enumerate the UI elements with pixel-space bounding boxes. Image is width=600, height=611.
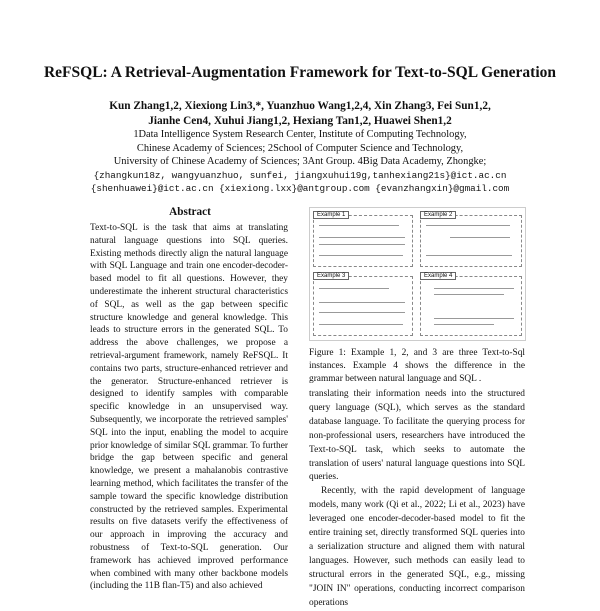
example-2-sql xyxy=(426,255,512,256)
affiliations xyxy=(0,128,600,196)
example-2-label: Example 2 xyxy=(420,211,456,219)
example-3-panel xyxy=(313,272,413,336)
affil-line-2: Chinese Academy of Sciences; 2School of Computer Science and Technology, xyxy=(136,142,464,154)
example-4-nl-2 xyxy=(434,294,504,295)
paper-title: ReFSQL: A Retrieval-Augmentation Framework for Text-to-SQL Generation xyxy=(43,64,556,81)
example-2-table xyxy=(450,237,510,238)
authors-line-1: Kun Zhang1,2, Xiexiong Lin3,*, Yuanzhuo Wang1,2,4, Xin Zhang3, Fei Sun1,2, xyxy=(109,100,491,112)
abstract-heading: Abstract xyxy=(169,206,211,218)
abstract-text: Text-to-SQL is the task that aims at translating natural language questions into SQL queries. Existing methods directly align the natural language with SQL Language and train one encoder-decoder-based model to fit all questions. However, they underestimate the inherent structural characteristics of SQL, as well as the gap between specific structure knowledge and general knowledge. This leads to structure errors in the generated SQL. To address the above challenges, we propose a retrieval-argument framework, namely ReFSQL. It contains two parts, structure-enhanced retriever and the generator. Structure-enhanced retriever is designed to identify samples with comparable specific knowledge in an unsupervised way. Subsequently, we incorporate the retrieved samples' SQL into the input, enabling the model to acquire prior knowledge of similar SQL grammar. To further bridge the gap between specific and general knowledge, we present a mahalanobis contrastive learning method, which facilitates the transfer of the sample toward the specific knowledge distribution constructed by the retrieved samples. Experimental results on five datasets verify the effectiveness of our approach in improving the accuracy and robustness of Text-to-SQL generation. Our framework has achieved improved performance when combined with many other backbone models (including the 11B flan-T5) and also achieved xyxy=(90,223,288,592)
example-2-box xyxy=(420,215,522,267)
figure-1 xyxy=(309,207,526,341)
paragraph-1: translating their information needs into the structured query language (SQL), which serves as the standard database language. To facilitate the querying process for non-professional users, researchers have introduced the Text-to-SQL task, which seeks to automate the translation of users' natural language questions into SQL queries. xyxy=(309,389,525,483)
example-1-panel xyxy=(313,211,413,267)
example-4-panel xyxy=(420,272,522,336)
example-4-label: Example 4 xyxy=(420,272,456,280)
affil-line-1: 1Data Intelligence System Research Center, Institute of Computing Technology, xyxy=(133,129,467,140)
author-list xyxy=(0,99,600,129)
example-3-sql xyxy=(319,324,403,325)
example-2-question xyxy=(426,225,510,226)
example-4-sql xyxy=(434,318,514,319)
example-3-box xyxy=(313,276,413,336)
example-3-table xyxy=(319,302,405,303)
example-3-question xyxy=(319,288,389,289)
example-1-box xyxy=(313,215,413,267)
figure-caption: Figure 1: Example 1, 2, and 3 are three Text-to-Sql instances. Example 4 shows the difference in the grammar between natural language and SQL . xyxy=(309,348,525,384)
email-line-1: {zhangkun18z, wangyuanzhuo, sunfei, jiangxuhui19g,tanhexiang21s}@ict.ac.cn xyxy=(93,169,507,181)
example-3-table-row xyxy=(319,312,405,313)
example-1-sql xyxy=(319,255,403,256)
example-4-box xyxy=(420,276,522,336)
example-1-table-row xyxy=(319,244,405,245)
example-4-sql-2 xyxy=(434,324,494,325)
example-1-table xyxy=(319,237,405,238)
authors-line-2: Jianhe Cen4, Xuhui Jiang1,2, Hexiang Tan1,2, Huawei Shen1,2 xyxy=(148,115,452,127)
paragraph-2: Recently, with the rapid development of language models, many work (Qi et al., 2022; Li et al., 2023) have leveraged one encoder-decoder-based model to fit the entire training set, directly transformed SQL queries into a serialization structure and aligned them with natural languages. However, such methods can easily lead to structural errors in the generated SQL, e.g., missing "JOIN IN" operations, conducting incorrect comparison operations xyxy=(309,486,525,608)
email-line-2: {shenhuawei}@ict.ac.cn {xiexiong.lxx}@antgroup.com {evanzhangxin}@gmail.com xyxy=(90,183,510,195)
introduction-text xyxy=(309,388,525,608)
example-2-panel xyxy=(420,211,522,267)
example-1-label: Example 1 xyxy=(313,211,349,219)
example-4-nl xyxy=(434,288,514,289)
affil-line-3: University of Chinese Academy of Sciences; 3Ant Group. 4Big Data Academy, Zhongke; xyxy=(113,156,487,168)
example-3-label: Example 3 xyxy=(313,272,349,280)
example-1-question xyxy=(319,225,399,226)
